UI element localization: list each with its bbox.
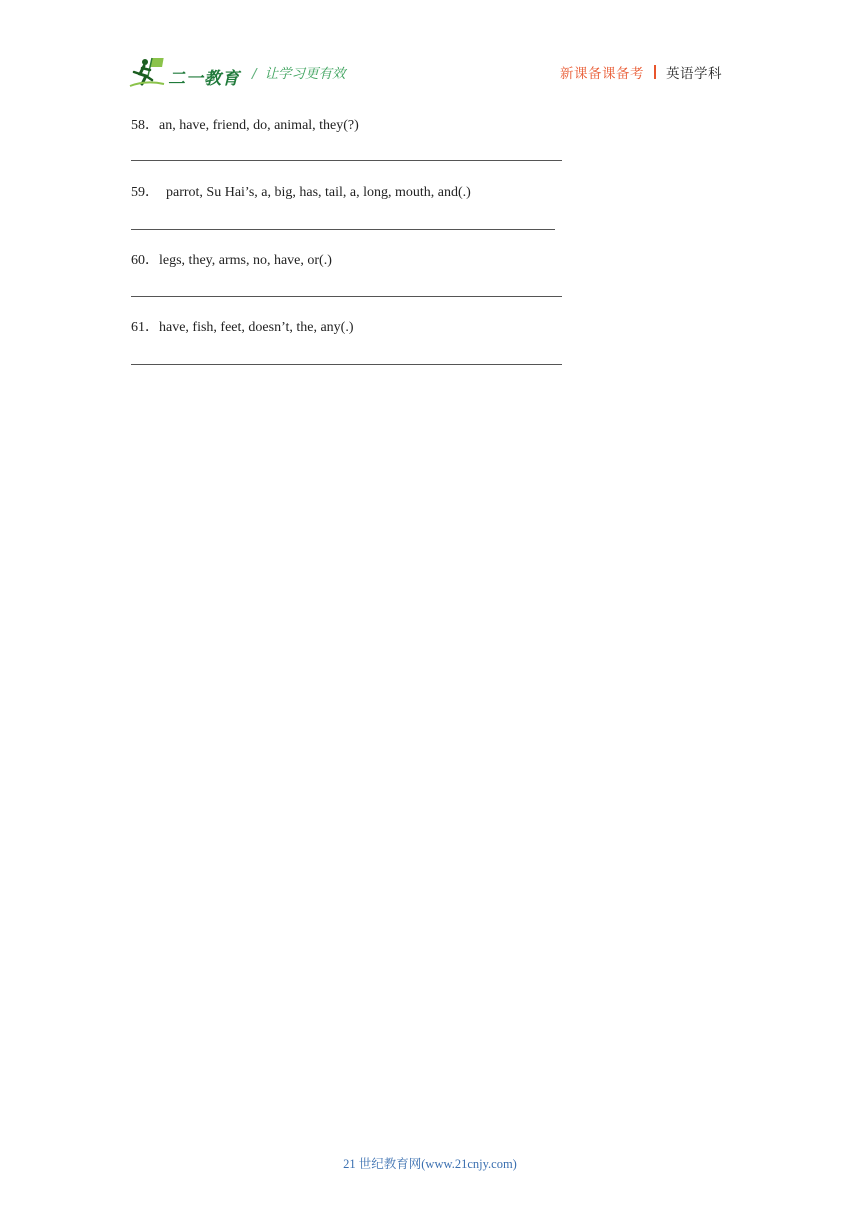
question-58 [131,114,359,134]
brand-logo [128,56,240,90]
question-number: 61． [131,320,159,335]
header-course-info [560,62,722,82]
page-footer: 21 世纪教育网(www.21cnjy.com) [343,1157,517,1171]
subject-label: 英语学科 [666,66,722,82]
question-60 [131,249,332,269]
question-number: 60． [131,253,159,268]
slogan-slash: / [252,66,257,82]
slogan [252,62,346,82]
course-label: 新课备课备考 [560,66,644,82]
answer-line-58[interactable] [131,160,562,161]
question-61 [131,316,354,336]
question-text: parrot, Su Hai’s, a, big, has, tail, a, long, mouth, and(.) [159,185,471,200]
logo-text: 二一教育 [168,69,240,89]
question-text: legs, they, arms, no, have, or(.) [159,253,332,268]
page-header [0,0,860,100]
question-number: 58． [131,118,159,133]
slogan-text: 让学习更有效 [264,66,346,82]
question-number: 59． [131,185,159,200]
answer-line-59[interactable] [131,229,555,230]
header-divider [654,65,656,79]
question-59 [131,181,471,201]
question-text: have, fish, feet, doesn’t, the, any(.) [159,320,354,335]
question-text: an, have, friend, do, animal, they(?) [159,118,359,133]
answer-line-60[interactable] [131,296,562,297]
answer-line-61[interactable] [131,364,562,365]
running-figure-with-flag-icon [128,56,168,90]
